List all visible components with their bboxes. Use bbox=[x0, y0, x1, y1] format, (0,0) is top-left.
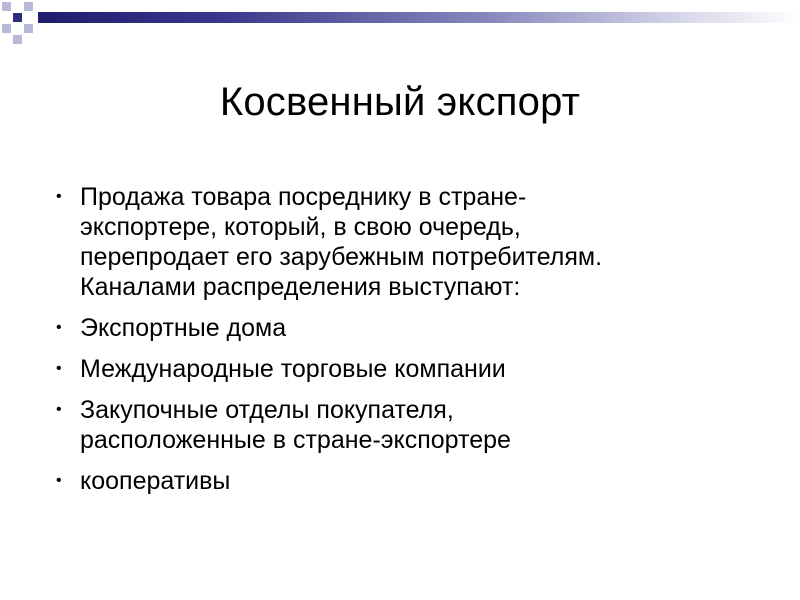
bullet-item bbox=[50, 182, 770, 302]
bullet-icon: • bbox=[56, 401, 62, 418]
deco-square bbox=[13, 35, 22, 44]
bullet-icon: • bbox=[56, 472, 62, 489]
bullet-item bbox=[50, 354, 770, 384]
slide-title: Косвенный экспорт bbox=[219, 80, 581, 124]
bullet-icon: • bbox=[56, 360, 62, 377]
deco-square bbox=[24, 2, 33, 11]
bullet-line: Закупочные отделы покупателя, bbox=[80, 396, 454, 424]
bullet-line: Экспортные дома bbox=[80, 314, 287, 342]
bullet-icon: • bbox=[56, 188, 62, 205]
bullet-item bbox=[50, 313, 770, 343]
bullet-line: кооперативы bbox=[80, 467, 231, 495]
bullet-icon: • bbox=[56, 319, 62, 336]
bullet-line: расположенные в стране-экспортере bbox=[80, 426, 511, 454]
bullet-line: Продажа товара посреднику в стране- bbox=[80, 183, 527, 211]
deco-square bbox=[2, 2, 11, 11]
bullet-item bbox=[50, 395, 770, 455]
decorative-squares bbox=[0, 0, 60, 50]
bullet-list bbox=[50, 182, 770, 507]
header-gradient-bar bbox=[38, 12, 800, 23]
bullet-item bbox=[50, 466, 770, 496]
bullet-line: Каналами распределения выступают: bbox=[80, 273, 521, 301]
deco-square bbox=[2, 24, 11, 33]
deco-square bbox=[13, 13, 22, 22]
deco-square bbox=[24, 24, 33, 33]
bullet-line: перепродает его зарубежным потребителям. bbox=[80, 243, 603, 271]
bullet-line: Международные торговые компании bbox=[80, 355, 506, 383]
bullet-line: экспортере, который, в свою очередь, bbox=[80, 213, 521, 241]
